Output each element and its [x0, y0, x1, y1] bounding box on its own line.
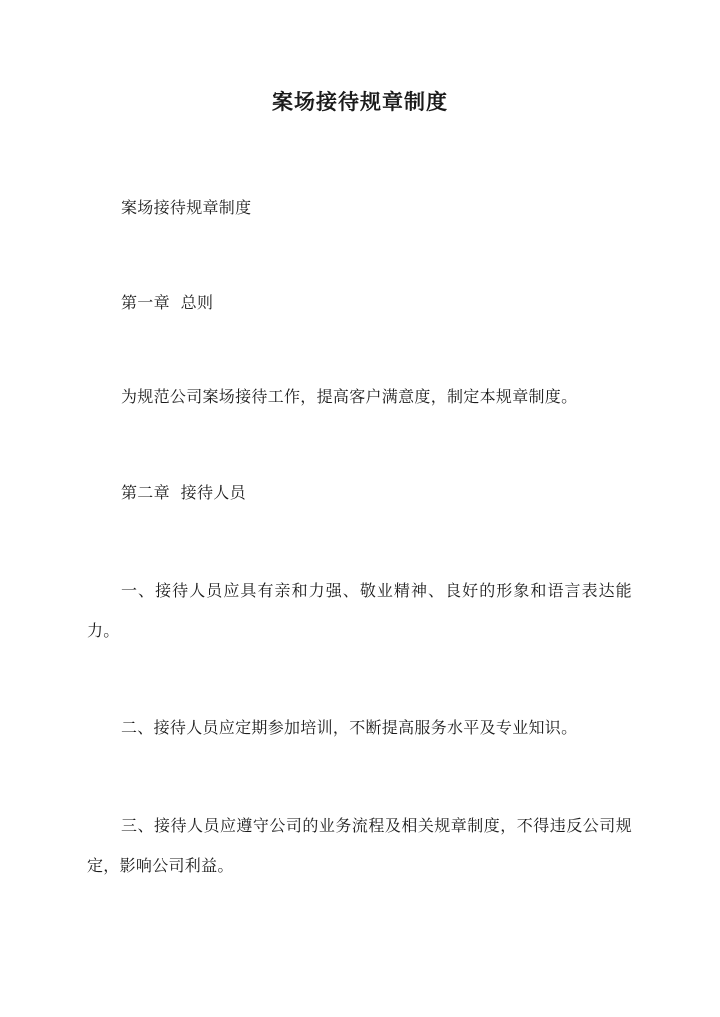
paragraph-item-3: 三、接待人员应遵守公司的业务流程及相关规章制度，不得违反公司规定，影响公司利益。 — [87, 816, 632, 875]
paragraph-purpose: 为规范公司案场接待工作，提高客户满意度，制定本规章制度。 — [121, 387, 578, 406]
chapter-one-heading: 第一章 总则 — [121, 293, 214, 312]
document-title: 案场接待规章制度 — [272, 89, 448, 114]
paragraph-item-2: 二、接待人员应定期参加培训，不断提高服务水平及专业知识。 — [121, 718, 578, 737]
paragraph-heading: 案场接待规章制度 — [121, 198, 252, 217]
paragraph-item-1: 一、接待人员应具有亲和力强、敬业精神、良好的形象和语言表达能力。 — [87, 581, 632, 640]
chapter-two-heading: 第二章 接待人员 — [121, 483, 246, 502]
